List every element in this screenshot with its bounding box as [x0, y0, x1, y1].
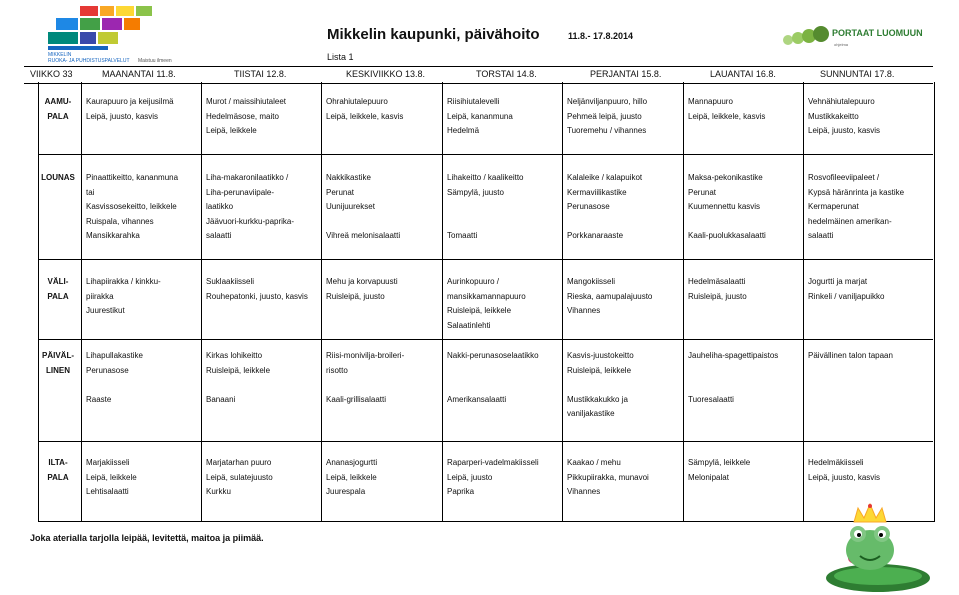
grid-divider: [81, 82, 82, 521]
menu-item-valipala: mansikkamannapuuro: [447, 291, 526, 301]
section-label-iltapala: ILTA-: [48, 458, 68, 467]
menu-item-lounas: hedelmäinen amerikan-: [808, 216, 892, 226]
list-label: Lista 1: [327, 52, 354, 62]
day-header-saturday: LAUANTAI 16.8.: [710, 69, 776, 79]
day-header-tuesday: TIISTAI 12.8.: [234, 69, 287, 79]
menu-item-paivallinen: Nakki-perunasoselaatikko: [447, 351, 539, 360]
menu-item-iltapala: Leipä, leikkele: [86, 472, 137, 482]
menu-item-aamupala: Leipä, juusto, kasvis: [86, 111, 159, 121]
menu-item-iltapala: Leipä, juusto: [447, 472, 493, 482]
menu-item-iltapala: Pikkupiirakka, munavoi: [567, 472, 649, 482]
menu-item-aamupala: Leipä, juusto, kasvis: [808, 126, 881, 136]
menu-item-iltapala: Kaakao / mehu: [567, 458, 621, 467]
menu-item-lounas: Kalaleike / kalapuikot: [567, 173, 643, 182]
footer-note: Joka aterialla tarjolla leipää, levitettä, maitoa ja piimää.: [30, 533, 264, 543]
menu-item-valipala: Rouhepatonki, juusto, kasvis: [206, 291, 308, 301]
menu-item-aamupala: Mannapuuro: [688, 97, 733, 106]
menu-item-valipala: Ruisleipä, juusto: [326, 291, 385, 301]
menu-item-lounas: Kuumennettu kasvis: [688, 202, 761, 212]
menu-item-lounas: laatikko: [206, 202, 234, 212]
menu-item-valipala: Suklaakiisseli: [206, 277, 255, 286]
menu-item-valipala: Juurestikut: [86, 306, 125, 316]
menu-item-paivallinen: Raaste: [86, 394, 112, 404]
menu-item-valipala: Hedelmäsalaatti: [688, 277, 746, 286]
grid-divider: [683, 82, 684, 521]
menu-item-iltapala: Hedelmäkiisseli: [808, 458, 864, 467]
menu-item-lounas: Lihakeitto / kaalikeitto: [447, 173, 524, 182]
menu-item-iltapala: Marjakiisseli: [86, 458, 130, 467]
day-header-monday: MAANANTAI 11.8.: [102, 69, 176, 79]
menu-item-lounas: Perunat: [326, 187, 355, 197]
menu-item-iltapala: Ananasjogurtti: [326, 458, 378, 467]
menu-item-paivallinen: Ruisleipä, leikkele: [206, 365, 271, 375]
menu-item-paivallinen: Mustikkakukko ja: [567, 394, 628, 404]
day-header-wednesday: KESKIVIIKKO 13.8.: [346, 69, 426, 79]
menu-item-aamupala: Hedelmäsose, maito: [206, 111, 279, 121]
frog-prince-icon: [782, 486, 932, 592]
portaat-luomuun-logo: [782, 24, 923, 52]
menu-item-aamupala: Kaurapuuro ja keijusilmä: [86, 97, 174, 106]
menu-item-aamupala: Murot / maissihiutaleet: [206, 97, 287, 106]
svg-text:Maistuu ilmeen: Maistuu ilmeen: [138, 58, 172, 64]
day-header-sunday: SUNNUNTAI 17.8.: [820, 69, 895, 79]
menu-item-lounas: Uunijuurekset: [326, 202, 375, 212]
section-label-paivallinen: LINEN: [46, 365, 70, 375]
menu-item-lounas: Kermaviilikastike: [567, 187, 627, 197]
menu-item-lounas: Liha-perunaviipale-: [206, 187, 275, 197]
menu-item-valipala: Lihapiirakka / kinkku-: [86, 277, 161, 286]
menu-item-aamupala: Vehnähiutalepuuro: [808, 97, 875, 106]
menu-item-aamupala: Leipä, leikkele, kasvis: [688, 111, 766, 121]
menu-item-lounas: Perunat: [688, 187, 717, 197]
menu-item-aamupala: Mustikkakeitto: [808, 111, 859, 121]
section-label-iltapala: PALA: [47, 472, 69, 482]
menu-item-aamupala: Pehmeä leipä, juusto: [567, 111, 642, 121]
menu-item-lounas: tai: [86, 187, 95, 197]
menu-item-lounas: Kermaperunat: [808, 202, 859, 212]
menu-item-valipala: Vihannes: [567, 306, 601, 316]
section-divider: [38, 441, 933, 442]
menu-item-iltapala: Lehtisalaatti: [86, 487, 129, 497]
section-label-lounas: LOUNAS: [41, 173, 75, 182]
day-header-thursday: TORSTAI 14.8.: [476, 69, 537, 79]
menu-item-paivallinen: Jauheliha-spagettipaistos: [688, 351, 779, 360]
week-number: VIIKKO 33: [30, 69, 73, 79]
menu-item-aamupala: Neljänviljanpuuro, hillo: [567, 97, 648, 106]
menu-item-iltapala: Melonipalat: [688, 472, 729, 482]
menu-item-valipala: Mehu ja korvapuusti: [326, 277, 398, 286]
section-label-aamupala: PALA: [47, 111, 69, 121]
menu-item-lounas: Kaali-puolukkasalaatti: [688, 231, 766, 241]
menu-item-paivallinen: Ruisleipä, leikkele: [567, 365, 632, 375]
menu-item-valipala: Ruisleipä, leikkele: [447, 306, 512, 316]
grid-divider: [321, 82, 322, 521]
menu-item-valipala: Jogurtti ja marjat: [808, 277, 868, 286]
menu-item-aamupala: Leipä, leikkele: [206, 126, 257, 136]
menu-item-iltapala: Marjatarhan puuro: [206, 458, 272, 467]
menu-item-aamupala: Leipä, leikkele, kasvis: [326, 111, 404, 121]
menu-item-iltapala: Leipä, juusto, kasvis: [808, 472, 881, 482]
menu-item-iltapala: Vihannes: [567, 487, 601, 497]
section-divider: [38, 259, 933, 260]
menu-item-lounas: Mansikkarahka: [86, 231, 140, 241]
menu-item-valipala: Rieska, aamupalajuusto: [567, 291, 653, 301]
day-header-friday: PERJANTAI 15.8.: [590, 69, 662, 79]
menu-item-lounas: Jäävuori-kurkku-paprika-: [206, 216, 295, 226]
menu-item-lounas: Pinaattikeitto, kananmuna: [86, 173, 179, 182]
ruokapalvelut-logo: [42, 4, 182, 66]
menu-item-aamupala: Tuoremehu / vihannes: [567, 126, 647, 136]
menu-item-aamupala: Hedelmä: [447, 126, 480, 136]
menu-item-lounas: Tomaatti: [447, 231, 478, 241]
svg-text:ohjelma: ohjelma: [834, 42, 849, 47]
menu-item-lounas: salaatti: [206, 231, 232, 241]
menu-item-paivallinen: Banaani: [206, 394, 236, 404]
svg-text:MIKKELIN: MIKKELIN: [48, 52, 72, 58]
section-label-paivallinen: PÄIVÄL-: [42, 351, 74, 360]
section-divider: [38, 154, 933, 155]
menu-item-paivallinen: Riisi-monivilja-broileri-: [326, 351, 405, 360]
section-label-valipala: PALA: [47, 291, 69, 301]
menu-item-paivallinen: Perunasose: [86, 365, 129, 375]
menu-item-iltapala: Raparperi-vadelmakiisseli: [447, 458, 539, 467]
menu-item-paivallinen: Kasvis-juustokeitto: [567, 351, 634, 360]
svg-text:RUOKA- JA PUHDISTUSPALVELUT: RUOKA- JA PUHDISTUSPALVELUT: [48, 58, 130, 64]
section-label-valipala: VÄLI-: [47, 277, 69, 286]
menu-item-paivallinen: vaniljakastike: [567, 409, 615, 419]
menu-item-paivallinen: Kaali-grillisalaatti: [326, 394, 387, 404]
menu-item-lounas: salaatti: [808, 231, 834, 241]
menu-item-paivallinen: Amerikansalaatti: [447, 394, 507, 404]
menu-item-valipala: Aurinkopuuro /: [447, 277, 500, 286]
page-title: Mikkelin kaupunki, päivähoito: [327, 26, 540, 43]
menu-item-aamupala: Riisihiutalevelli: [447, 97, 500, 106]
menu-item-iltapala: Paprika: [447, 487, 475, 497]
menu-item-aamupala: Ohrahiutalepuuro: [326, 97, 388, 106]
grid-divider: [803, 82, 804, 521]
menu-item-valipala: Ruisleipä, juusto: [688, 291, 747, 301]
menu-item-paivallinen: risotto: [326, 365, 348, 375]
menu-item-lounas: Vihreä melonisalaatti: [326, 231, 401, 241]
menu-item-iltapala: Sämpylä, leikkele: [688, 458, 751, 467]
grid-divider: [442, 82, 443, 521]
menu-item-paivallinen: Lihapullakastike: [86, 351, 143, 360]
date-range: 11.8.- 17.8.2014: [568, 31, 634, 41]
grid-divider: [562, 82, 563, 521]
menu-item-lounas: Rosvofileeviipaleet /: [808, 173, 880, 182]
menu-item-lounas: Liha-makaronilaatikko /: [206, 173, 289, 182]
menu-item-lounas: Ruispala, vihannes: [86, 216, 154, 226]
menu-item-valipala: Salaatinlehti: [447, 320, 491, 330]
menu-item-valipala: Mangokiisseli: [567, 277, 616, 286]
menu-item-lounas: Kypsä häränrinta ja kastike: [808, 187, 905, 197]
menu-grid: [38, 82, 935, 522]
menu-item-iltapala: Leipä, sulatejuusto: [206, 472, 273, 482]
menu-item-lounas: Kasvissosekeitto, leikkele: [86, 202, 177, 212]
menu-item-lounas: Perunasose: [567, 202, 610, 212]
menu-item-paivallinen: Tuoresalaatti: [688, 394, 734, 404]
menu-item-iltapala: Leipä, leikkele: [326, 472, 377, 482]
menu-item-iltapala: Kurkku: [206, 487, 231, 497]
menu-item-aamupala: Leipä, kananmuna: [447, 111, 513, 121]
menu-item-lounas: Maksa-pekonikastike: [688, 173, 763, 182]
section-divider: [38, 339, 933, 340]
section-label-aamupala: AAMU-: [44, 97, 72, 106]
grid-divider: [201, 82, 202, 521]
menu-item-lounas: Nakkikastike: [326, 173, 371, 182]
menu-item-valipala: Rinkeli / vaniljapuikko: [808, 291, 885, 301]
menu-item-paivallinen: Kirkas lohikeitto: [206, 351, 263, 360]
portaat-luomuun-text: PORTAAT LUOMUUN: [832, 28, 923, 38]
menu-item-lounas: Sämpylä, juusto: [447, 187, 504, 197]
menu-item-paivallinen: Päivällinen talon tapaan: [808, 351, 893, 360]
menu-item-valipala: piirakka: [86, 291, 114, 301]
menu-item-iltapala: Juurespala: [326, 487, 366, 497]
menu-item-lounas: Porkkanaraaste: [567, 231, 624, 241]
